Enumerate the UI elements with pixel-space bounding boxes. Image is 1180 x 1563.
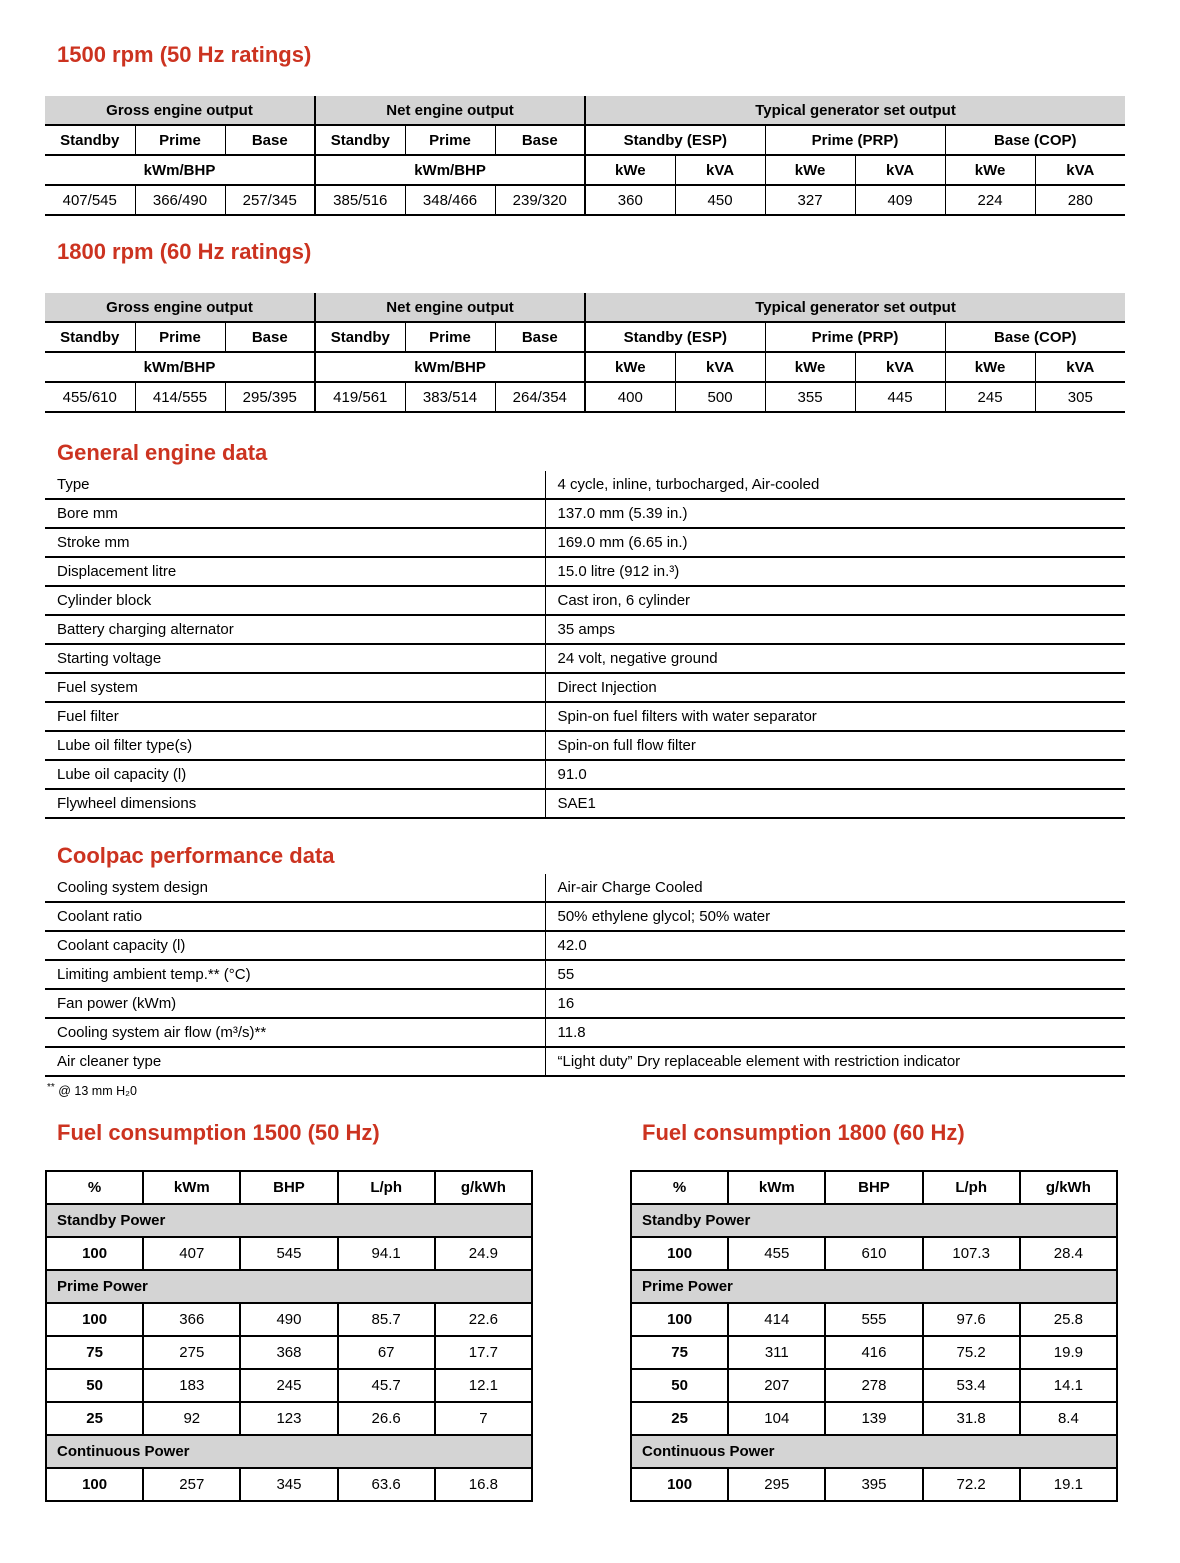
unit-cell: kVA	[855, 352, 945, 382]
column-header-cell: BHP	[240, 1171, 337, 1204]
table-row	[631, 1237, 1117, 1270]
value-cell: 8.4	[1020, 1402, 1117, 1435]
column-header-cell: Prime (PRP)	[765, 125, 945, 155]
table-row	[631, 1303, 1117, 1336]
table-row	[45, 960, 1125, 989]
group-header-cell: Net engine output	[315, 293, 585, 322]
value-cell: 245	[240, 1369, 337, 1402]
table-row	[45, 989, 1125, 1018]
group-header-cell: Typical generator set output	[585, 293, 1125, 322]
column-header-cell: g/kWh	[1020, 1171, 1117, 1204]
section-title-general-engine-data: General engine data	[57, 440, 268, 465]
table-row	[45, 615, 1125, 644]
row-label-cell: Bore mm	[45, 499, 545, 528]
value-cell: 123	[240, 1402, 337, 1435]
value-cell: 360	[585, 185, 675, 215]
percent-cell: 50	[631, 1369, 728, 1402]
value-cell: 7	[435, 1402, 532, 1435]
row-label-cell: Air cleaner type	[45, 1047, 545, 1076]
unit-cell: kVA	[855, 155, 945, 185]
column-header-cell: L/ph	[923, 1171, 1020, 1204]
value-cell: 278	[825, 1369, 922, 1402]
section-header-cell: Standby Power	[46, 1204, 532, 1237]
value-cell: 414/555	[135, 382, 225, 412]
percent-cell: 100	[46, 1237, 143, 1270]
value-cell: 107.3	[923, 1237, 1020, 1270]
group-header-cell: Typical generator set output	[585, 96, 1125, 125]
value-cell: 16.8	[435, 1468, 532, 1501]
value-cell: 45.7	[338, 1369, 435, 1402]
value-cell: 28.4	[1020, 1237, 1117, 1270]
value-cell: 22.6	[435, 1303, 532, 1336]
table-row	[631, 1369, 1117, 1402]
table-row	[46, 1237, 532, 1270]
table-row	[631, 1402, 1117, 1435]
value-cell: 545	[240, 1237, 337, 1270]
table-row	[45, 528, 1125, 557]
unit-cell: kVA	[1035, 155, 1125, 185]
table-row	[45, 874, 1125, 902]
value-cell: 295/395	[225, 382, 315, 412]
column-header-cell: Prime (PRP)	[765, 322, 945, 352]
value-cell: 450	[675, 185, 765, 215]
ratings-table-1800	[45, 293, 1125, 413]
table-row	[45, 499, 1125, 528]
percent-cell: 50	[46, 1369, 143, 1402]
row-value-cell: 24 volt, negative ground	[545, 644, 1125, 673]
value-cell: 92	[143, 1402, 240, 1435]
row-value-cell: Spin-on fuel filters with water separator	[545, 702, 1125, 731]
fuel-consumption-1800-table	[630, 1170, 1118, 1502]
value-cell: 97.6	[923, 1303, 1020, 1336]
unit-cell: kWm/BHP	[45, 352, 315, 382]
value-cell: 53.4	[923, 1369, 1020, 1402]
footnote-marker: **	[47, 1082, 55, 1093]
value-cell: 345	[240, 1468, 337, 1501]
value-cell: 183	[143, 1369, 240, 1402]
table-row	[45, 125, 1125, 155]
table-row	[45, 293, 1125, 322]
unit-cell: kVA	[1035, 352, 1125, 382]
value-cell: 366	[143, 1303, 240, 1336]
row-value-cell: 91.0	[545, 760, 1125, 789]
unit-cell: kWe	[765, 352, 855, 382]
value-cell: 500	[675, 382, 765, 412]
column-header-cell: Standby (ESP)	[585, 322, 765, 352]
value-cell: 407/545	[45, 185, 135, 215]
row-value-cell: Air-air Charge Cooled	[545, 874, 1125, 902]
row-value-cell: 169.0 mm (6.65 in.)	[545, 528, 1125, 557]
table-row	[45, 1047, 1125, 1076]
value-cell: 455	[728, 1237, 825, 1270]
value-cell: 239/320	[495, 185, 585, 215]
row-label-cell: Flywheel dimensions	[45, 789, 545, 818]
column-header-cell: Standby	[45, 322, 135, 352]
value-cell: 555	[825, 1303, 922, 1336]
value-cell: 75.2	[923, 1336, 1020, 1369]
value-cell: 610	[825, 1237, 922, 1270]
row-label-cell: Cooling system air flow (m³/s)**	[45, 1018, 545, 1047]
row-label-cell: Displacement litre	[45, 557, 545, 586]
row-value-cell: Direct Injection	[545, 673, 1125, 702]
group-header-cell: Net engine output	[315, 96, 585, 125]
value-cell: 385/516	[315, 185, 405, 215]
value-cell: 207	[728, 1369, 825, 1402]
table-row	[631, 1270, 1117, 1303]
column-header-cell: kWm	[143, 1171, 240, 1204]
fuel-consumption-1500-block	[45, 1120, 533, 1502]
column-header-cell: Base (COP)	[945, 125, 1125, 155]
section-title-1800-rpm: 1800 rpm (60 Hz ratings)	[57, 239, 312, 264]
value-cell: 257/345	[225, 185, 315, 215]
table-row	[46, 1402, 532, 1435]
unit-cell: kVA	[675, 155, 765, 185]
column-header-cell: Standby	[315, 322, 405, 352]
unit-cell: kWe	[765, 155, 855, 185]
table-row	[46, 1303, 532, 1336]
value-cell: 311	[728, 1336, 825, 1369]
percent-cell: 100	[631, 1468, 728, 1501]
column-header-cell: L/ph	[338, 1171, 435, 1204]
table-row	[45, 382, 1125, 412]
table-row	[45, 760, 1125, 789]
row-label-cell: Battery charging alternator	[45, 615, 545, 644]
table-row	[46, 1336, 532, 1369]
table-row	[45, 471, 1125, 499]
value-cell: 395	[825, 1468, 922, 1501]
column-header-cell: g/kWh	[435, 1171, 532, 1204]
table-row	[45, 902, 1125, 931]
table-row	[631, 1204, 1117, 1237]
value-cell: 245	[945, 382, 1035, 412]
percent-cell: 100	[46, 1303, 143, 1336]
footnote	[47, 1082, 1125, 1098]
column-header-cell: Base	[495, 322, 585, 352]
value-cell: 419/561	[315, 382, 405, 412]
table-row	[46, 1435, 532, 1468]
general-engine-data-table	[45, 471, 1125, 819]
row-value-cell: 137.0 mm (5.39 in.)	[545, 499, 1125, 528]
value-cell: 355	[765, 382, 855, 412]
table-row	[46, 1270, 532, 1303]
value-cell: 400	[585, 382, 675, 412]
row-label-cell: Fuel filter	[45, 702, 545, 731]
value-cell: 383/514	[405, 382, 495, 412]
value-cell: 24.9	[435, 1237, 532, 1270]
value-cell: 25.8	[1020, 1303, 1117, 1336]
value-cell: 94.1	[338, 1237, 435, 1270]
table-row	[631, 1435, 1117, 1468]
value-cell: 17.7	[435, 1336, 532, 1369]
table-row	[45, 1018, 1125, 1047]
footnote-text: @ 13 mm H₂0	[54, 1084, 137, 1099]
value-cell: 85.7	[338, 1303, 435, 1336]
row-label-cell: Coolant capacity (l)	[45, 931, 545, 960]
value-cell: 275	[143, 1336, 240, 1369]
value-cell: 139	[825, 1402, 922, 1435]
value-cell: 348/466	[405, 185, 495, 215]
value-cell: 31.8	[923, 1402, 1020, 1435]
section-title-coolpac: Coolpac performance data	[57, 843, 335, 868]
row-value-cell: “Light duty” Dry replaceable element with restriction indicator	[545, 1047, 1125, 1076]
column-header-cell: Base	[225, 125, 315, 155]
value-cell: 264/354	[495, 382, 585, 412]
row-value-cell: 50% ethylene glycol; 50% water	[545, 902, 1125, 931]
fuel-consumption-1800-block	[630, 1120, 1118, 1502]
column-header-cell: %	[46, 1171, 143, 1204]
table-row	[46, 1369, 532, 1402]
table-row	[45, 789, 1125, 818]
column-header-cell: BHP	[825, 1171, 922, 1204]
row-label-cell: Fuel system	[45, 673, 545, 702]
table-row	[45, 702, 1125, 731]
section-title-fuel-1800: Fuel consumption 1800 (60 Hz)	[642, 1120, 965, 1146]
table-row	[631, 1171, 1117, 1204]
column-header-cell: Standby (ESP)	[585, 125, 765, 155]
column-header-cell: kWm	[728, 1171, 825, 1204]
value-cell: 416	[825, 1336, 922, 1369]
column-header-cell: %	[631, 1171, 728, 1204]
value-cell: 19.1	[1020, 1468, 1117, 1501]
value-cell: 366/490	[135, 185, 225, 215]
unit-cell: kVA	[675, 352, 765, 382]
column-header-cell: Prime	[405, 125, 495, 155]
row-value-cell: 42.0	[545, 931, 1125, 960]
row-value-cell: Cast iron, 6 cylinder	[545, 586, 1125, 615]
row-label-cell: Fan power (kWm)	[45, 989, 545, 1018]
value-cell: 14.1	[1020, 1369, 1117, 1402]
column-header-cell: Standby	[315, 125, 405, 155]
value-cell: 12.1	[435, 1369, 532, 1402]
unit-cell: kWm/BHP	[315, 155, 585, 185]
column-header-cell: Prime	[135, 322, 225, 352]
value-cell: 407	[143, 1237, 240, 1270]
row-value-cell: Spin-on full flow filter	[545, 731, 1125, 760]
row-label-cell: Coolant ratio	[45, 902, 545, 931]
section-header-cell: Prime Power	[46, 1270, 532, 1303]
section-header-cell: Prime Power	[631, 1270, 1117, 1303]
value-cell: 19.9	[1020, 1336, 1117, 1369]
unit-cell: kWe	[585, 155, 675, 185]
value-cell: 490	[240, 1303, 337, 1336]
row-label-cell: Stroke mm	[45, 528, 545, 557]
fuel-consumption-1500-table	[45, 1170, 533, 1502]
table-row	[45, 155, 1125, 185]
row-value-cell: 35 amps	[545, 615, 1125, 644]
table-row	[45, 557, 1125, 586]
row-value-cell: 55	[545, 960, 1125, 989]
row-value-cell: 15.0 litre (912 in.³)	[545, 557, 1125, 586]
section-header-cell: Standby Power	[631, 1204, 1117, 1237]
unit-cell: kWm/BHP	[315, 352, 585, 382]
value-cell: 305	[1035, 382, 1125, 412]
table-row	[46, 1171, 532, 1204]
value-cell: 368	[240, 1336, 337, 1369]
value-cell: 63.6	[338, 1468, 435, 1501]
value-cell: 414	[728, 1303, 825, 1336]
percent-cell: 100	[631, 1237, 728, 1270]
value-cell: 455/610	[45, 382, 135, 412]
column-header-cell: Base	[495, 125, 585, 155]
value-cell: 224	[945, 185, 1035, 215]
section-title-fuel-1500: Fuel consumption 1500 (50 Hz)	[57, 1120, 380, 1146]
column-header-cell: Base (COP)	[945, 322, 1125, 352]
value-cell: 409	[855, 185, 945, 215]
unit-cell: kWe	[945, 352, 1035, 382]
percent-cell: 100	[631, 1303, 728, 1336]
row-label-cell: Lube oil capacity (l)	[45, 760, 545, 789]
table-row	[631, 1468, 1117, 1501]
table-row	[45, 185, 1125, 215]
value-cell: 67	[338, 1336, 435, 1369]
row-label-cell: Cylinder block	[45, 586, 545, 615]
table-row	[45, 96, 1125, 125]
value-cell: 445	[855, 382, 945, 412]
table-row	[45, 352, 1125, 382]
table-row	[45, 322, 1125, 352]
section-header-cell: Continuous Power	[631, 1435, 1117, 1468]
percent-cell: 75	[46, 1336, 143, 1369]
group-header-cell: Gross engine output	[45, 96, 315, 125]
row-label-cell: Starting voltage	[45, 644, 545, 673]
column-header-cell: Prime	[135, 125, 225, 155]
fuel-consumption-section	[45, 1120, 1125, 1502]
group-header-cell: Gross engine output	[45, 293, 315, 322]
row-label-cell: Lube oil filter type(s)	[45, 731, 545, 760]
table-row	[631, 1336, 1117, 1369]
table-row	[45, 931, 1125, 960]
table-row	[46, 1468, 532, 1501]
table-row	[45, 644, 1125, 673]
column-header-cell: Base	[225, 322, 315, 352]
table-row	[45, 586, 1125, 615]
value-cell: 327	[765, 185, 855, 215]
unit-cell: kWe	[585, 352, 675, 382]
row-label-cell: Limiting ambient temp.** (°C)	[45, 960, 545, 989]
column-header-cell: Standby	[45, 125, 135, 155]
table-row	[45, 673, 1125, 702]
row-label-cell: Type	[45, 471, 545, 499]
unit-cell: kWe	[945, 155, 1035, 185]
row-label-cell: Cooling system design	[45, 874, 545, 902]
section-title-1500-rpm: 1500 rpm (50 Hz ratings)	[57, 42, 312, 67]
column-header-cell: Prime	[405, 322, 495, 352]
section-header-cell: Continuous Power	[46, 1435, 532, 1468]
coolpac-performance-table	[45, 874, 1125, 1077]
percent-cell: 100	[46, 1468, 143, 1501]
value-cell: 26.6	[338, 1402, 435, 1435]
value-cell: 295	[728, 1468, 825, 1501]
value-cell: 280	[1035, 185, 1125, 215]
table-row	[45, 731, 1125, 760]
row-value-cell: SAE1	[545, 789, 1125, 818]
ratings-table-1500	[45, 96, 1125, 216]
row-value-cell: 4 cycle, inline, turbocharged, Air-cooled	[545, 471, 1125, 499]
percent-cell: 75	[631, 1336, 728, 1369]
value-cell: 104	[728, 1402, 825, 1435]
value-cell: 72.2	[923, 1468, 1020, 1501]
row-value-cell: 11.8	[545, 1018, 1125, 1047]
unit-cell: kWm/BHP	[45, 155, 315, 185]
row-value-cell: 16	[545, 989, 1125, 1018]
percent-cell: 25	[46, 1402, 143, 1435]
value-cell: 257	[143, 1468, 240, 1501]
percent-cell: 25	[631, 1402, 728, 1435]
table-row	[46, 1204, 532, 1237]
